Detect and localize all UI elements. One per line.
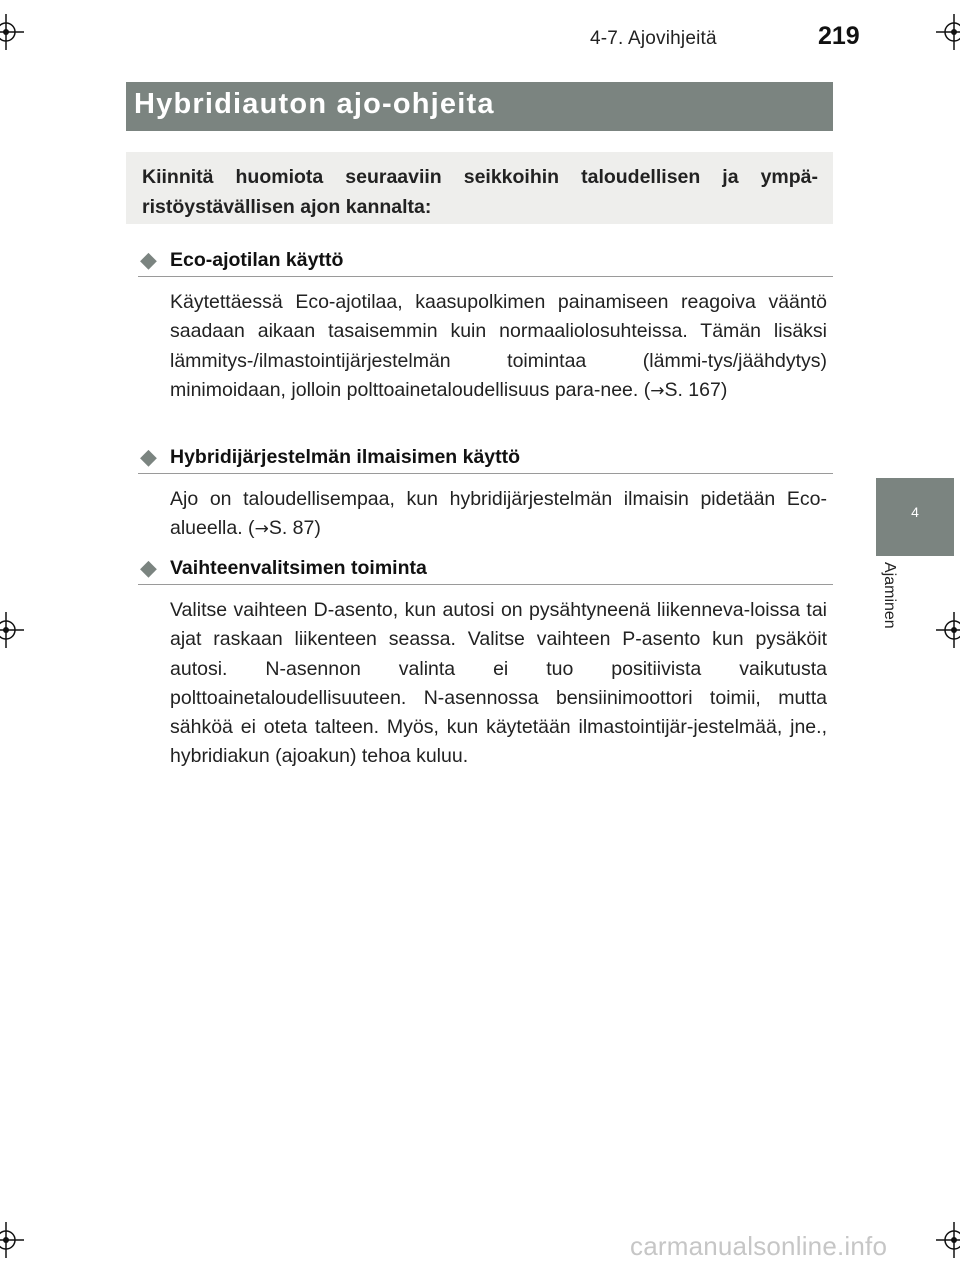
- section-heading: [138, 445, 833, 474]
- registration-mark-icon: [936, 14, 960, 50]
- section-heading: [138, 556, 833, 585]
- section-body: [170, 596, 827, 772]
- watermark: carmanualsonline.info: [630, 1231, 888, 1261]
- section-heading-label: Vaihteenvalitsimen toiminta: [170, 557, 427, 579]
- registration-mark-icon: [936, 1222, 960, 1258]
- title-bar: [126, 82, 833, 131]
- diamond-icon: ◆: [140, 444, 157, 469]
- intro-box: [126, 152, 833, 224]
- registration-mark-icon: [936, 612, 960, 648]
- section-heading: [138, 248, 833, 277]
- page-reference[interactable]: S. 167): [664, 378, 728, 401]
- section-body-text: Ajo on taloudellisempaa, kun hybridijärjestelmän ilmaisin pidetään Eco-alueella. (: [170, 488, 827, 540]
- diamond-icon: ◆: [140, 247, 157, 272]
- page-title: Hybridiauton ajo-ohjeita: [134, 88, 495, 120]
- diamond-icon: ◆: [140, 555, 157, 580]
- chapter-number: 4: [911, 504, 919, 520]
- chapter-label: [872, 562, 910, 672]
- section-body: [170, 485, 827, 545]
- registration-mark-icon: [0, 14, 24, 50]
- chapter-label-text: Ajaminen: [881, 562, 898, 629]
- chapter-tab: [876, 478, 954, 556]
- section-body: [170, 288, 827, 406]
- arrow-right-icon: →: [254, 519, 269, 540]
- page-reference[interactable]: S. 87): [268, 517, 321, 540]
- registration-mark-icon: [0, 1222, 24, 1258]
- section-heading-label: Hybridijärjestelmän ilmaisimen käyttö: [170, 446, 521, 468]
- arrow-right-icon: →: [650, 380, 665, 401]
- section-body-text: Valitse vaihteen D-asento, kun autosi on pysähtyneenä liikenneva-loissa tai ajat raskaan liikenteen seassa. Valitse vaihteen P-asento kun pysäköit autosi. N-asennon valinta ei tuo positiivista vaikutusta polttoainetaloudellisuuteen. N-asennossa bensiinimoottori toimii, mutta sähköä ei oteta talteen. Myös, kun käytetään ilmastointijär-jestelmää, jne., hybridiakun (ajoakun) tehoa kuluu.: [170, 599, 827, 768]
- intro-text: Kiinnitä huomiota seuraaviin seikkoihin taloudellisen ja ympä-ristöystävällisen ajon kannalta:: [142, 166, 818, 218]
- section-heading-label: Eco-ajotilan käyttö: [170, 249, 344, 271]
- page-number: 219: [818, 22, 860, 50]
- section-body-text: Käytettäessä Eco-ajotilaa, kaasupolkimen painamiseen reagoiva vääntö saadaan aikaan tasaisemmin kuin normaaliolosuhteissa. Tämän lisäksi lämmitys-/ilmastointijärjestelmän toimintaa (lämmi-tys/jäähdytys) minimoidaan, jolloin polttoainetaloudellisuus para-nee. (: [170, 291, 827, 401]
- running-head: 4-7. Ajovihjeitä: [590, 28, 717, 49]
- registration-mark-icon: [0, 612, 24, 648]
